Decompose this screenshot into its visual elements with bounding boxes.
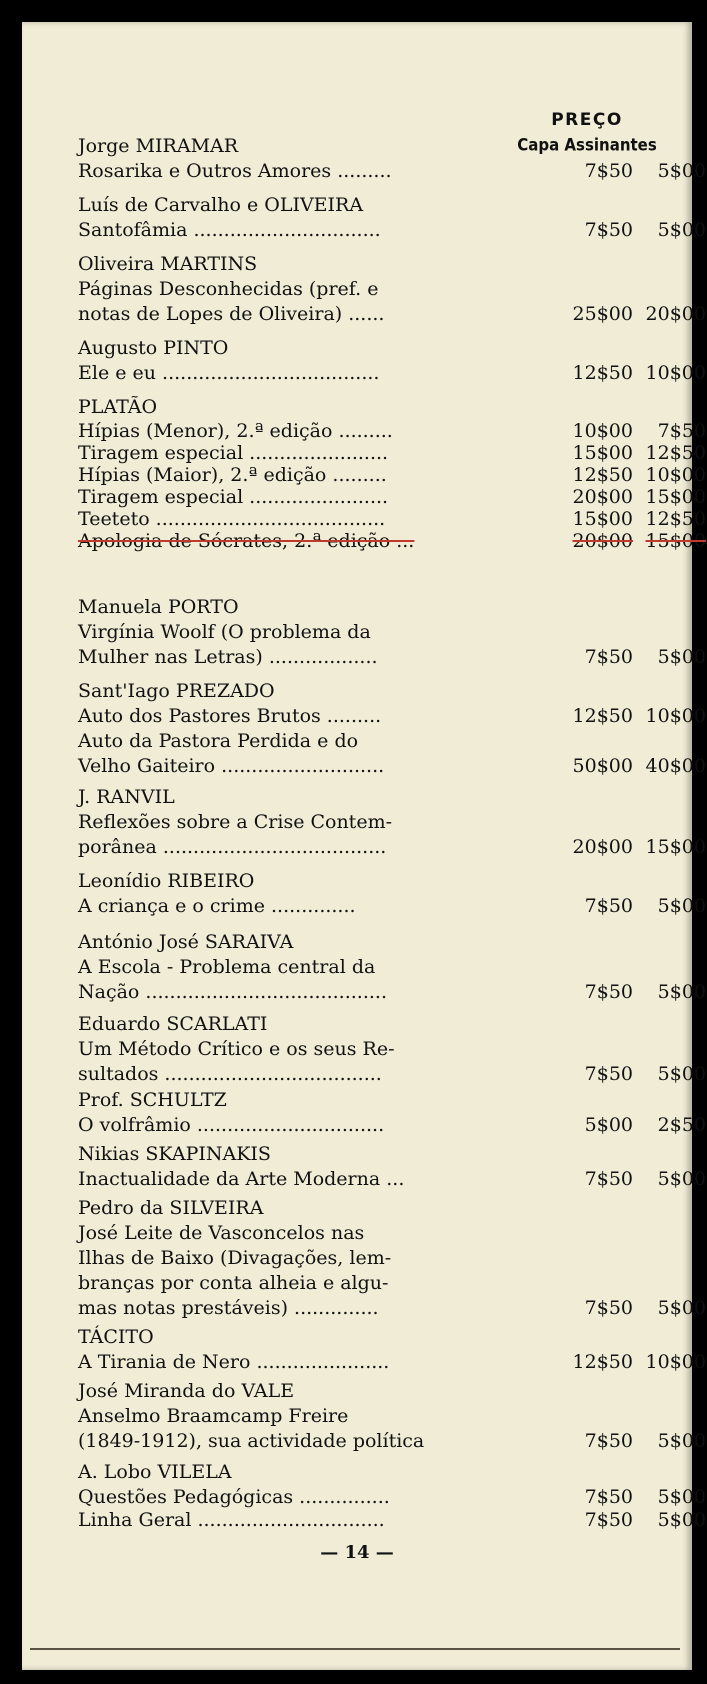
price-heading: PREÇO	[551, 110, 623, 130]
price-cover: 7$50	[584, 646, 633, 668]
price-subscriber: 5$00	[657, 1486, 706, 1508]
price-cover: 15$00	[572, 508, 633, 530]
book-title: (1849-1912), sua actividade política	[78, 1430, 425, 1452]
author-name: António José SARAIVA	[78, 931, 294, 953]
price-cover: 50$00	[572, 755, 633, 777]
author-name: Augusto PINTO	[78, 337, 229, 359]
price-cover: 20$00	[572, 530, 633, 552]
book-title: Auto da Pastora Perdida e do	[78, 730, 359, 752]
price-columns-heading: Capa Assinantes	[517, 134, 657, 156]
book-title: Linha Geral ...............................	[78, 1509, 385, 1531]
author-name: Jorge MIRAMAR	[78, 135, 239, 157]
book-title: Um Método Crítico e os seus Re-	[78, 1038, 395, 1060]
book-title: Inactualidade da Arte Moderna ...	[78, 1168, 405, 1190]
price-subscriber: 7$50	[657, 420, 706, 442]
book-title: mas notas prestáveis) ..............	[78, 1297, 379, 1319]
price-cover: 10$00	[572, 420, 633, 442]
book-title: A Escola - Problema central da	[78, 956, 376, 978]
price-cover: 7$50	[584, 1486, 633, 1508]
book-title: notas de Lopes de Oliveira) ......	[78, 303, 385, 325]
book-title: sultados ....................................	[78, 1063, 382, 1085]
book-title: A Tirania de Nero ......................	[78, 1351, 390, 1373]
price-cover: 5$00	[584, 1114, 633, 1136]
author-name: Prof. SCHULTZ	[78, 1089, 227, 1111]
book-title: Mulher nas Letras) ..................	[78, 646, 378, 668]
price-cover: 12$50	[572, 464, 633, 486]
price-cover: 20$00	[572, 486, 633, 508]
price-subscriber: 5$00	[657, 981, 706, 1003]
catalog-page	[22, 22, 706, 1670]
price-subscriber: 5$00	[657, 895, 706, 917]
book-title: porânea .....................................	[78, 836, 387, 858]
price-subscriber: 5$00	[657, 646, 706, 668]
book-title: A criança e o crime ..............	[78, 895, 356, 917]
author-name: José Miranda do VALE	[78, 1380, 295, 1402]
book-title: Apologia de Sócrates, 2.ª edição ...	[78, 530, 415, 552]
author-name: PLATÃO	[78, 396, 158, 418]
price-cover: 7$50	[584, 1509, 633, 1531]
price-subscriber: 5$00	[657, 1430, 706, 1452]
price-subscriber: 2$50	[657, 1114, 706, 1136]
price-subscriber: 10$00	[645, 362, 706, 384]
price-cover: 12$50	[572, 362, 633, 384]
book-title: Hípias (Maior), 2.ª edição .........	[78, 464, 387, 486]
book-title: Ele e eu ....................................	[78, 362, 380, 384]
author-name: Luís de Carvalho e OLIVEIRA	[78, 194, 364, 216]
book-title: Teeteto ......................................	[78, 508, 386, 530]
price-subscriber: 5$00	[657, 1297, 706, 1319]
book-title: Páginas Desconhecidas (pref. e	[78, 278, 379, 300]
book-title: Nação ........................................	[78, 981, 387, 1003]
price-subscriber: 20$00	[645, 303, 706, 325]
book-title: Hípias (Menor), 2.ª edição .........	[78, 420, 393, 442]
author-name: A. Lobo VILELA	[78, 1461, 232, 1483]
price-subscriber: 5$00	[657, 160, 706, 182]
price-subscriber: 40$00	[645, 755, 706, 777]
book-title: Tiragem especial .......................	[78, 486, 389, 508]
book-title: Velho Gaiteiro ...........................	[78, 755, 385, 777]
price-subscriber: 5$00	[657, 1168, 706, 1190]
book-title: branças por conta alheia e algu-	[78, 1272, 389, 1294]
price-cover: 7$50	[584, 1430, 633, 1452]
price-subscriber: 5$00	[657, 1509, 706, 1531]
price-subscriber: 5$00	[657, 1063, 706, 1085]
book-title: Reflexões sobre a Crise Contem-	[78, 811, 393, 833]
book-title: Ilhas de Baixo (Divagações, lem-	[78, 1247, 392, 1269]
price-subscriber: 15$00	[645, 530, 706, 552]
book-title: Tiragem especial .......................	[78, 442, 389, 464]
author-name: Leonídio RIBEIRO	[78, 870, 255, 892]
price-subscriber: 12$50	[645, 508, 706, 530]
price-subscriber: 15$00	[645, 836, 706, 858]
price-cover: 7$50	[584, 1063, 633, 1085]
price-cover: 25$00	[572, 303, 633, 325]
book-title: Questões Pedagógicas ...............	[78, 1486, 390, 1508]
price-subscriber: 5$00	[657, 219, 706, 241]
author-name: TÁCITO	[78, 1326, 154, 1348]
price-cover: 15$00	[572, 442, 633, 464]
author-name: Sant'Iago PREZADO	[78, 680, 275, 702]
price-subscriber: 10$00	[645, 1351, 706, 1373]
price-cover: 7$50	[584, 1297, 633, 1319]
page-number: — 14 —	[320, 1542, 394, 1563]
price-subscriber: 12$50	[645, 442, 706, 464]
author-name: Eduardo SCARLATI	[78, 1013, 268, 1035]
book-title: Rosarika e Outros Amores .........	[78, 160, 392, 182]
price-cover: 20$00	[572, 836, 633, 858]
book-title: Anselmo Braamcamp Freire	[78, 1405, 349, 1427]
price-cover: 12$50	[572, 1351, 633, 1373]
book-title: Santofâmia ...............................	[78, 219, 381, 241]
price-subscriber: 10$00	[645, 464, 706, 486]
author-name: Manuela PORTO	[78, 596, 239, 618]
author-name: Nikias SKAPINAKIS	[78, 1143, 271, 1165]
book-title: Virgínia Woolf (O problema da	[78, 621, 371, 643]
author-name: Oliveira MARTINS	[78, 253, 258, 275]
price-subscriber: 15$00	[645, 486, 706, 508]
book-title: Auto dos Pastores Brutos .........	[78, 705, 382, 727]
author-name: Pedro da SILVEIRA	[78, 1197, 264, 1219]
author-name: J. RANVIL	[78, 786, 175, 808]
price-cover: 7$50	[584, 895, 633, 917]
book-title: José Leite de Vasconcelos nas	[78, 1222, 365, 1244]
price-cover: 7$50	[584, 160, 633, 182]
price-cover: 7$50	[584, 981, 633, 1003]
price-cover: 7$50	[584, 219, 633, 241]
book-title: O volfrâmio ...............................	[78, 1114, 385, 1136]
price-cover: 12$50	[572, 705, 633, 727]
price-subscriber: 10$00	[645, 705, 706, 727]
price-cover: 7$50	[584, 1168, 633, 1190]
